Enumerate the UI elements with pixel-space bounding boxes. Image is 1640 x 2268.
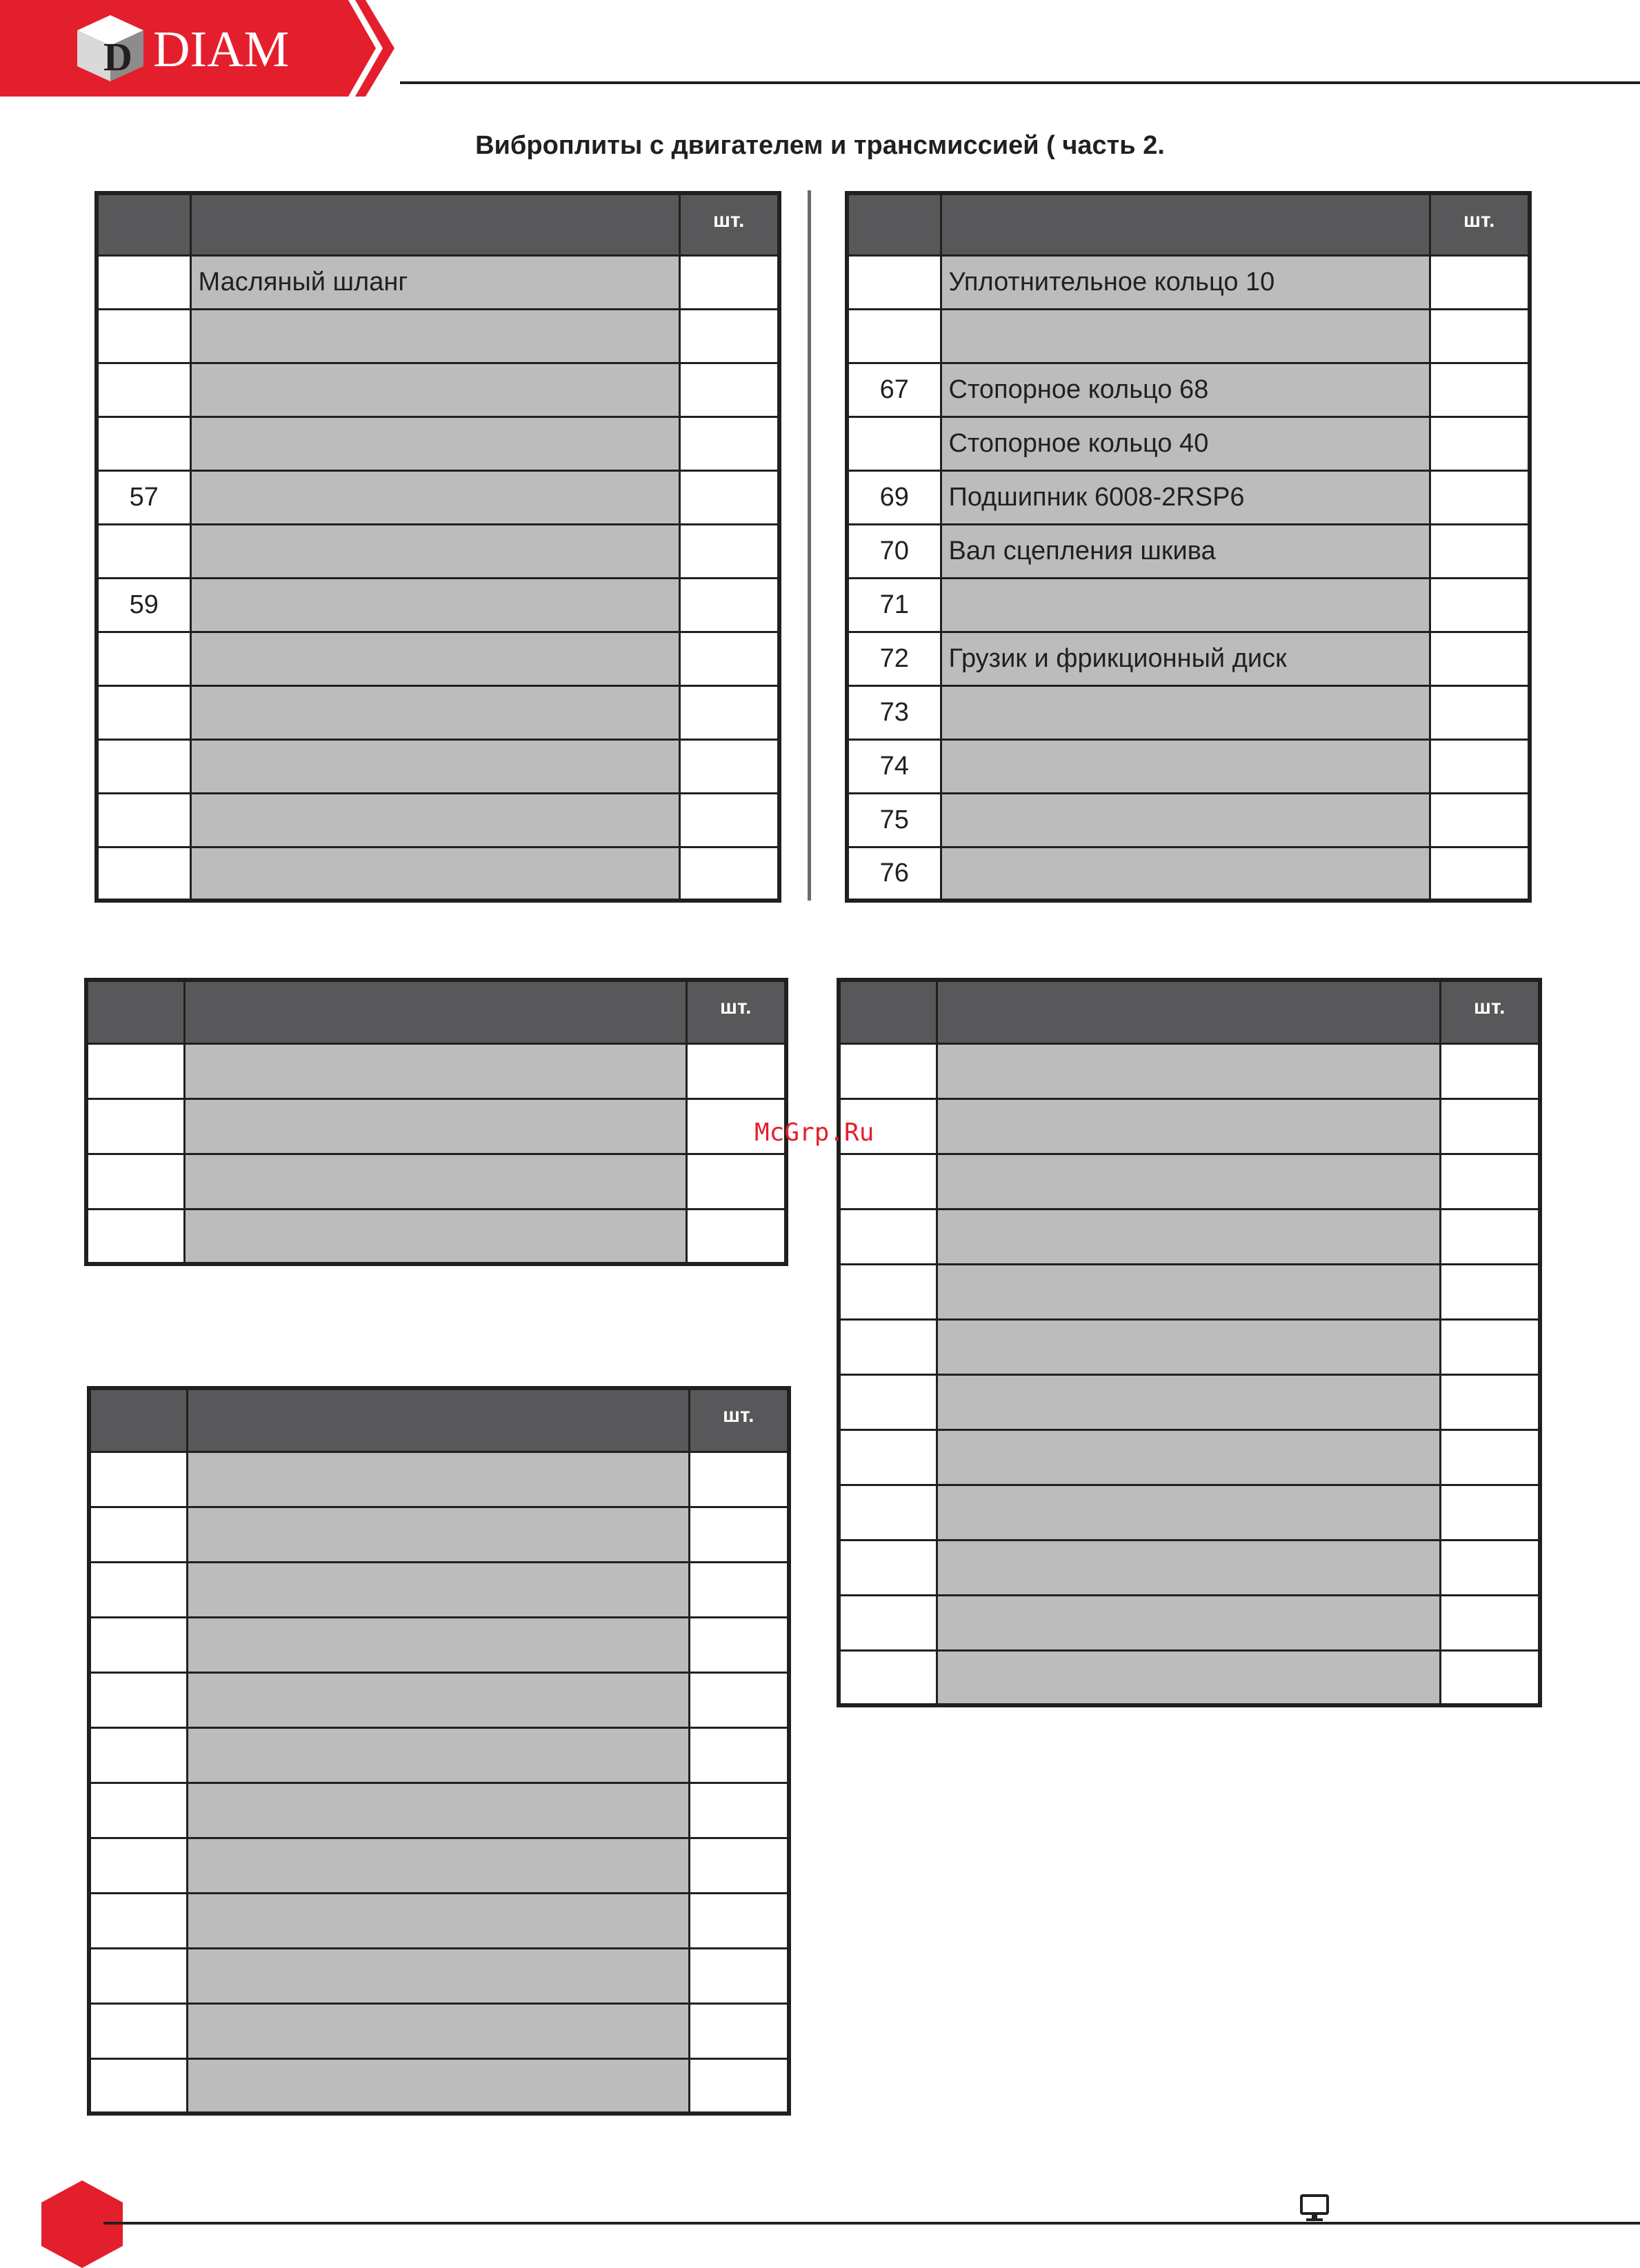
part-name: Грузик и фрикционный диск xyxy=(941,632,1430,685)
table-row xyxy=(97,255,779,309)
header-num xyxy=(86,980,184,1043)
part-qty xyxy=(686,1209,786,1264)
part-number: 69 xyxy=(847,470,941,524)
header-qty: шт. xyxy=(689,1388,789,1452)
header-name xyxy=(184,980,686,1043)
part-name xyxy=(187,2058,689,2114)
part-name xyxy=(190,793,679,847)
table-row xyxy=(847,363,1530,417)
brand-logo xyxy=(0,0,400,97)
table-row xyxy=(89,1452,789,1507)
header-num xyxy=(89,1388,187,1452)
table-row xyxy=(839,1043,1540,1098)
table-row xyxy=(89,1562,789,1617)
table-row xyxy=(839,1319,1540,1374)
part-number xyxy=(847,255,941,309)
part-number: 67 xyxy=(847,363,941,417)
table-row xyxy=(89,1617,789,1672)
part-name: Уплотнительное кольцо 10 xyxy=(941,255,1430,309)
monitor-icon xyxy=(1299,2193,1330,2223)
part-number xyxy=(89,1672,187,1727)
part-name xyxy=(184,1098,686,1154)
table-row xyxy=(847,847,1530,901)
table-row xyxy=(847,578,1530,632)
part-qty xyxy=(1430,470,1530,524)
header-name xyxy=(937,980,1440,1043)
part-name xyxy=(937,1429,1440,1485)
parts-table-1 xyxy=(94,191,781,903)
part-name xyxy=(190,847,679,901)
part-qty xyxy=(679,524,779,578)
part-number xyxy=(97,524,190,578)
table-row xyxy=(89,1727,789,1783)
table-row xyxy=(839,1209,1540,1264)
part-qty xyxy=(1430,739,1530,793)
part-name: Подшипник 6008-2RSP6 xyxy=(941,470,1430,524)
header-num xyxy=(847,193,941,255)
part-qty xyxy=(679,793,779,847)
part-number: 75 xyxy=(847,793,941,847)
part-number xyxy=(97,632,190,685)
table-row xyxy=(839,1485,1540,1540)
part-number xyxy=(847,417,941,470)
part-number: 59 xyxy=(97,578,190,632)
part-name xyxy=(190,417,679,470)
part-name xyxy=(190,632,679,685)
part-qty xyxy=(679,363,779,417)
part-qty xyxy=(679,847,779,901)
part-number: 74 xyxy=(847,739,941,793)
part-qty xyxy=(1430,417,1530,470)
part-number xyxy=(89,1838,187,1893)
part-number xyxy=(839,1209,937,1264)
parts-table-4 xyxy=(837,978,1542,1707)
table-row xyxy=(97,847,779,901)
table-row xyxy=(86,1209,786,1264)
part-number xyxy=(839,1485,937,1540)
part-name xyxy=(187,1893,689,1948)
table-row xyxy=(839,1264,1540,1319)
part-number xyxy=(89,1783,187,1838)
part-name xyxy=(187,1727,689,1783)
table-row xyxy=(847,685,1530,739)
part-qty xyxy=(689,1948,789,2003)
part-name xyxy=(187,1617,689,1672)
table-row xyxy=(89,2003,789,2058)
part-qty xyxy=(689,1452,789,1507)
part-qty xyxy=(1440,1154,1540,1209)
part-number xyxy=(839,1043,937,1098)
part-number: 57 xyxy=(97,470,190,524)
part-name xyxy=(187,1672,689,1727)
header-name xyxy=(941,193,1430,255)
header-name xyxy=(187,1388,689,1452)
part-name xyxy=(937,1043,1440,1098)
part-qty xyxy=(1430,255,1530,309)
part-number xyxy=(839,1429,937,1485)
part-name xyxy=(190,309,679,363)
part-name xyxy=(937,1485,1440,1540)
part-name xyxy=(937,1540,1440,1595)
part-number xyxy=(839,1154,937,1209)
watermark: McGrp.Ru xyxy=(754,1118,874,1147)
part-number xyxy=(839,1540,937,1595)
header-qty: шт. xyxy=(686,980,786,1043)
header-num xyxy=(839,980,937,1043)
table-row xyxy=(89,1893,789,1948)
part-name xyxy=(190,685,679,739)
part-qty xyxy=(679,739,779,793)
part-number xyxy=(89,1893,187,1948)
part-number xyxy=(839,1374,937,1429)
table-row xyxy=(97,793,779,847)
part-number: 76 xyxy=(847,847,941,901)
part-qty xyxy=(679,685,779,739)
part-name xyxy=(937,1209,1440,1264)
part-qty xyxy=(686,1154,786,1209)
part-name xyxy=(941,685,1430,739)
part-name: Вал сцепления шкива xyxy=(941,524,1430,578)
brand-name: DIAM xyxy=(153,21,290,78)
part-name xyxy=(941,739,1430,793)
part-name xyxy=(190,578,679,632)
part-qty xyxy=(679,632,779,685)
table-row xyxy=(89,1783,789,1838)
part-number: 73 xyxy=(847,685,941,739)
part-qty xyxy=(1440,1319,1540,1374)
part-qty xyxy=(689,1893,789,1948)
part-number xyxy=(89,1452,187,1507)
part-name xyxy=(937,1650,1440,1705)
table-row xyxy=(97,685,779,739)
part-number xyxy=(97,847,190,901)
part-qty xyxy=(1440,1485,1540,1540)
header-rule xyxy=(400,81,1640,84)
part-name xyxy=(190,363,679,417)
part-number xyxy=(89,2058,187,2114)
part-qty xyxy=(1440,1650,1540,1705)
part-qty xyxy=(1440,1264,1540,1319)
part-name xyxy=(941,309,1430,363)
table-row xyxy=(847,309,1530,363)
header-num xyxy=(97,193,190,255)
header-qty: шт. xyxy=(1430,193,1530,255)
part-name xyxy=(937,1319,1440,1374)
part-number xyxy=(89,1507,187,1562)
part-qty xyxy=(1430,793,1530,847)
part-name: Масляный шланг xyxy=(190,255,679,309)
table-row xyxy=(97,524,779,578)
part-number xyxy=(839,1595,937,1650)
table-row xyxy=(847,793,1530,847)
column-divider xyxy=(808,190,811,901)
part-qty xyxy=(1440,1209,1540,1264)
part-number xyxy=(89,1948,187,2003)
part-qty xyxy=(679,470,779,524)
part-number xyxy=(86,1154,184,1209)
header-qty: шт. xyxy=(679,193,779,255)
part-number: 70 xyxy=(847,524,941,578)
table-row xyxy=(847,255,1530,309)
part-qty xyxy=(1430,524,1530,578)
table-row xyxy=(89,2058,789,2114)
table-row xyxy=(847,470,1530,524)
part-number xyxy=(89,1562,187,1617)
part-name xyxy=(187,1452,689,1507)
part-number xyxy=(97,739,190,793)
parts-table-2 xyxy=(845,191,1532,903)
part-number: 71 xyxy=(847,578,941,632)
table-row xyxy=(847,632,1530,685)
part-number xyxy=(97,793,190,847)
part-number xyxy=(97,309,190,363)
footer-rule xyxy=(103,2222,1640,2225)
part-name xyxy=(187,2003,689,2058)
table-row xyxy=(97,470,779,524)
part-qty xyxy=(686,1043,786,1098)
part-qty xyxy=(1430,685,1530,739)
part-number: 72 xyxy=(847,632,941,685)
parts-table-3 xyxy=(84,978,788,1266)
part-name xyxy=(941,793,1430,847)
parts-table-5 xyxy=(87,1386,791,2116)
part-number xyxy=(86,1098,184,1154)
part-qty xyxy=(1440,1429,1540,1485)
table-row xyxy=(97,739,779,793)
part-number xyxy=(839,1319,937,1374)
part-number xyxy=(86,1043,184,1098)
part-name xyxy=(941,578,1430,632)
part-name xyxy=(190,524,679,578)
table-row xyxy=(839,1154,1540,1209)
part-name xyxy=(937,1374,1440,1429)
part-name xyxy=(190,739,679,793)
svg-text:D: D xyxy=(103,34,132,79)
table-row xyxy=(97,632,779,685)
table-row xyxy=(839,1374,1540,1429)
part-number xyxy=(847,309,941,363)
part-qty xyxy=(689,1507,789,1562)
part-name xyxy=(184,1043,686,1098)
table-row xyxy=(97,363,779,417)
part-number xyxy=(97,417,190,470)
part-qty xyxy=(1440,1374,1540,1429)
part-name xyxy=(184,1209,686,1264)
table-row xyxy=(89,1838,789,1893)
table-row xyxy=(847,739,1530,793)
part-qty xyxy=(689,1838,789,1893)
part-name xyxy=(187,1507,689,1562)
part-qty xyxy=(689,1672,789,1727)
part-name xyxy=(187,1783,689,1838)
part-qty xyxy=(679,417,779,470)
part-qty xyxy=(1430,363,1530,417)
part-number xyxy=(97,685,190,739)
part-qty xyxy=(1430,632,1530,685)
table-row xyxy=(86,1043,786,1098)
header-name xyxy=(190,193,679,255)
part-name xyxy=(937,1595,1440,1650)
table-row xyxy=(86,1154,786,1209)
part-name: Стопорное кольцо 68 xyxy=(941,363,1430,417)
table-row xyxy=(97,578,779,632)
part-name xyxy=(937,1154,1440,1209)
part-name: Стопорное кольцо 40 xyxy=(941,417,1430,470)
part-name xyxy=(190,470,679,524)
part-qty xyxy=(689,1562,789,1617)
part-qty xyxy=(1430,309,1530,363)
part-qty xyxy=(689,1617,789,1672)
part-number xyxy=(97,255,190,309)
part-qty xyxy=(689,2058,789,2114)
page-title: Виброплиты с двигателем и трансмиссией ( часть 2. xyxy=(475,131,1165,160)
part-qty xyxy=(1430,578,1530,632)
part-qty xyxy=(1430,847,1530,901)
part-name xyxy=(941,847,1430,901)
table-row xyxy=(97,417,779,470)
part-number xyxy=(86,1209,184,1264)
table-row xyxy=(839,1098,1540,1154)
table-row xyxy=(86,1098,786,1154)
table-row xyxy=(89,1507,789,1562)
part-number xyxy=(839,1264,937,1319)
part-qty xyxy=(679,255,779,309)
part-number xyxy=(89,2003,187,2058)
part-qty xyxy=(679,578,779,632)
part-number xyxy=(97,363,190,417)
part-name xyxy=(184,1154,686,1209)
table-row xyxy=(97,309,779,363)
part-qty xyxy=(689,1783,789,1838)
table-row xyxy=(89,1948,789,2003)
part-name xyxy=(937,1098,1440,1154)
part-qty xyxy=(689,1727,789,1783)
table-row xyxy=(839,1429,1540,1485)
table-row xyxy=(839,1650,1540,1705)
header-qty: шт. xyxy=(1440,980,1540,1043)
part-qty xyxy=(1440,1043,1540,1098)
part-name xyxy=(187,1948,689,2003)
part-number xyxy=(839,1650,937,1705)
part-name xyxy=(187,1562,689,1617)
table-row xyxy=(847,524,1530,578)
part-qty xyxy=(689,2003,789,2058)
table-row xyxy=(89,1672,789,1727)
part-qty xyxy=(1440,1098,1540,1154)
part-name xyxy=(937,1264,1440,1319)
part-qty xyxy=(1440,1595,1540,1650)
table-row xyxy=(839,1540,1540,1595)
table-row xyxy=(847,417,1530,470)
part-number xyxy=(89,1727,187,1783)
part-name xyxy=(187,1838,689,1893)
part-number xyxy=(89,1617,187,1672)
part-qty xyxy=(1440,1540,1540,1595)
table-row xyxy=(839,1595,1540,1650)
part-qty xyxy=(679,309,779,363)
